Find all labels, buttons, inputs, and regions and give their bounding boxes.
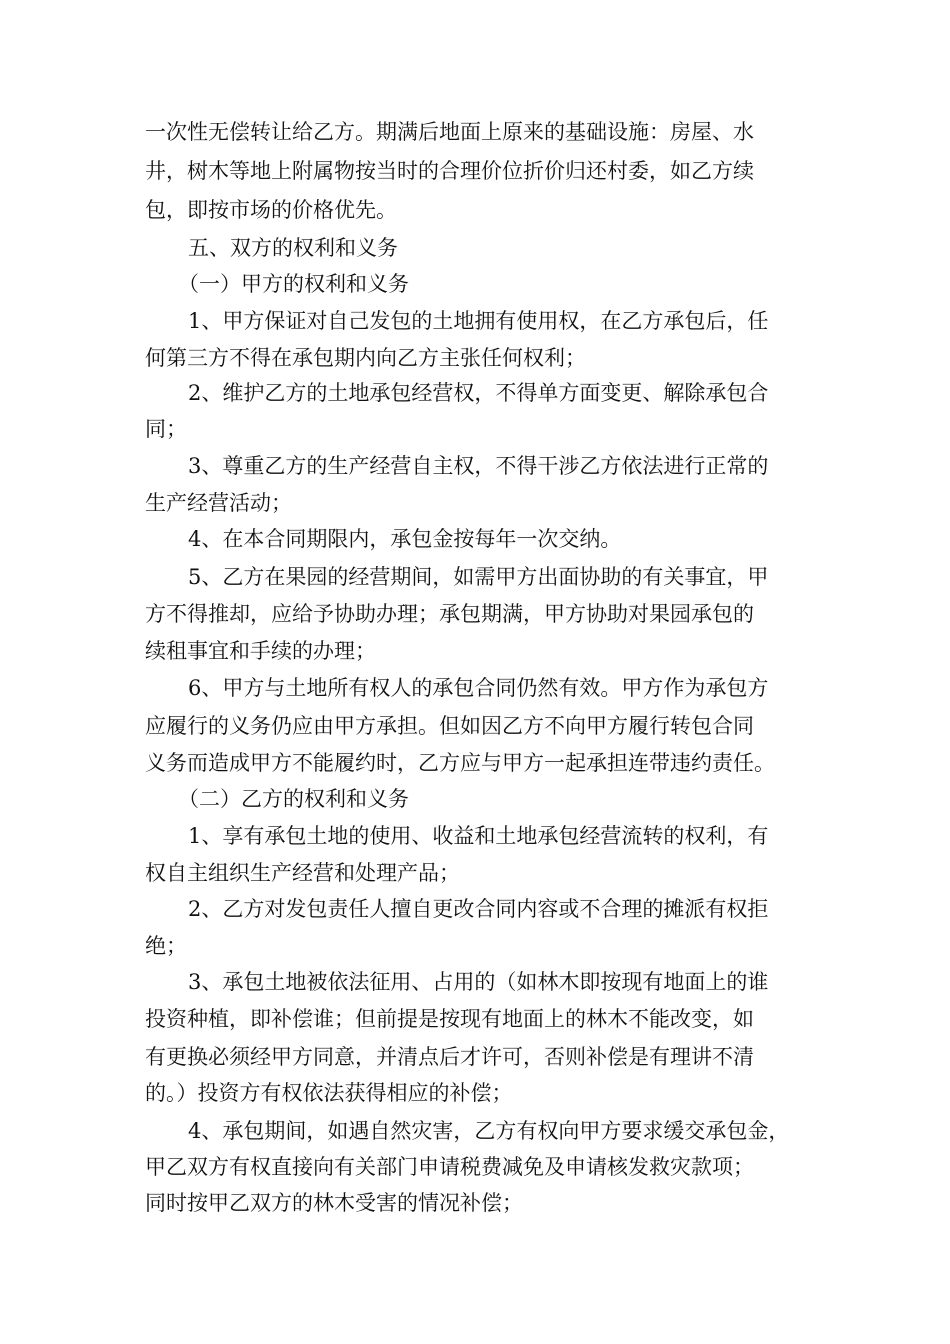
text-line: 生产经营活动；: [145, 491, 292, 515]
text-line: 1、甲方保证对自己发包的土地拥有使用权，在乙方承包后，任: [188, 309, 769, 333]
section-heading: 五、双方的权利和义务: [188, 236, 398, 260]
text-line: 包，即按市场的价格优先。: [145, 198, 397, 222]
text-line: 3、尊重乙方的生产经营自主权，不得干涉乙方依法进行正常的: [188, 454, 769, 478]
text-line: 义务而造成甲方不能履约时，乙方应与甲方一起承担连带违约责任。: [145, 751, 775, 775]
text-line: 一次性无偿转让给乙方。期满后地面上原来的基础设施：房屋、水: [145, 120, 754, 144]
text-line: 应履行的义务仍应由甲方承担。但如因乙方不向甲方履行转包合同: [145, 714, 754, 738]
text-line: 4、在本合同期限内，承包金按每年一次交纳。: [188, 527, 622, 551]
text-line: 6、甲方与土地所有权人的承包合同仍然有效。甲方作为承包方: [188, 676, 769, 700]
subsection-heading: （一）甲方的权利和义务: [178, 272, 409, 296]
text-line: 2、维护乙方的土地承包经营权，不得单方面变更、解除承包合: [188, 381, 769, 405]
text-line: 甲乙双方有权直接向有关部门申请税费减免及申请核发救灾款项；: [145, 1155, 754, 1179]
text-line: 绝；: [145, 934, 187, 958]
text-line: 2、乙方对发包责任人擅自更改合同内容或不合理的摊派有权拒: [188, 897, 769, 921]
text-line: 续租事宜和手续的办理；: [145, 639, 376, 663]
text-line: 同；: [145, 417, 187, 441]
text-line: 何第三方不得在承包期内向乙方主张任何权利；: [145, 346, 586, 370]
text-line: 3、承包土地被依法征用、占用的（如林木即按现有地面上的谁: [188, 970, 769, 994]
subsection-heading: （二）乙方的权利和义务: [178, 787, 409, 811]
text-line: 有更换必须经甲方同意，并清点后才许可，否则补偿是有理讲不清: [145, 1045, 754, 1069]
text-line: 投资种植，即补偿谁；但前提是按现有地面上的林木不能改变，如: [145, 1007, 754, 1031]
text-line: 同时按甲乙双方的林木受害的情况补偿；: [145, 1191, 523, 1215]
text-line: 5、乙方在果园的经营期间，如需甲方出面协助的有关事宜，甲: [188, 565, 769, 589]
text-line: 1、享有承包土地的使用、收益和土地承包经营流转的权利，有: [188, 824, 769, 848]
text-line: 的。）投资方有权依法获得相应的补偿；: [145, 1081, 513, 1105]
text-line: 权自主组织生产经营和处理产品；: [145, 861, 460, 885]
text-line: 方不得推却，应给予协助办理；承包期满，甲方协助对果园承包的: [145, 602, 754, 626]
text-line: 4、承包期间，如遇自然灾害，乙方有权向甲方要求缓交承包金，: [188, 1119, 790, 1143]
text-line: 井，树木等地上附属物按当时的合理价位折价归还村委，如乙方续: [145, 159, 754, 183]
